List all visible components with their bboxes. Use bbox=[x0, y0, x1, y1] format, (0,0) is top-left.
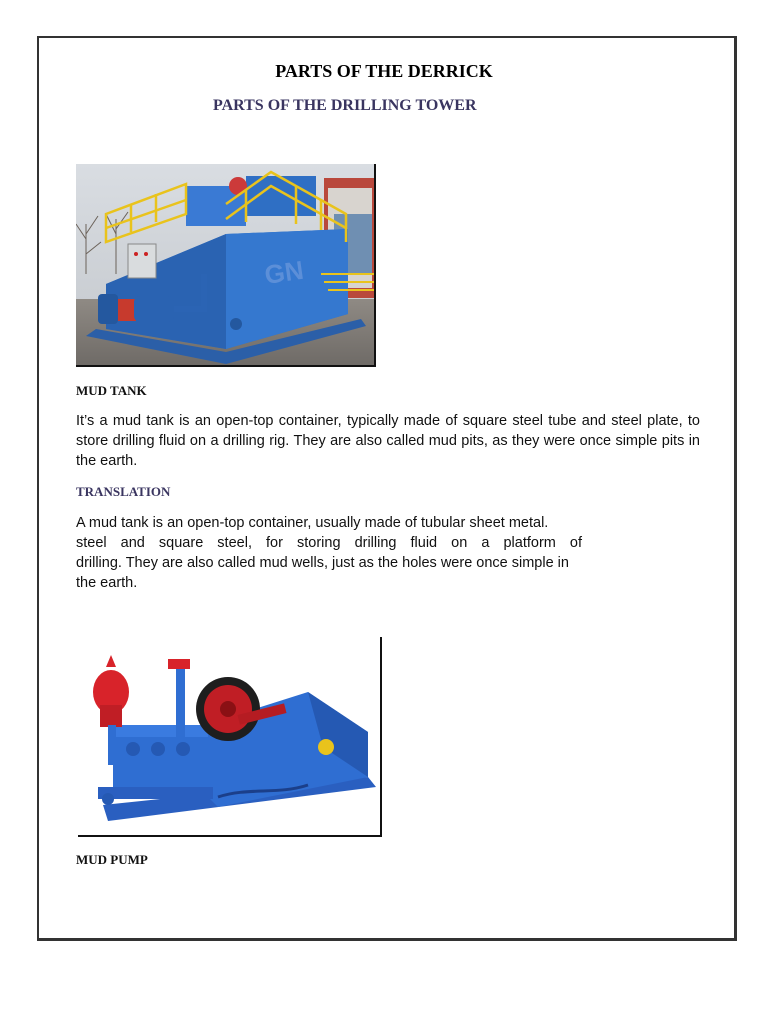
translation-heading: TRANSLATION bbox=[76, 484, 171, 499]
translation-line: A mud tank is an open-top container, usually made of tubular sheet metal. bbox=[76, 515, 549, 531]
translation-text bbox=[76, 513, 582, 593]
svg-text:GN: GN bbox=[262, 254, 306, 290]
mud-pump-image bbox=[78, 637, 382, 837]
mud-pump-label: MUD PUMP bbox=[76, 852, 148, 867]
translation-line: steel and square steel, for storing drilling fluid on a platform of bbox=[76, 535, 582, 551]
page-subtitle: PARTS OF THE DRILLING TOWER bbox=[213, 97, 477, 114]
translation-line: the earth. bbox=[76, 575, 138, 591]
page-title: PARTS OF THE DERRICK bbox=[275, 61, 493, 81]
mud-tank-label: MUD TANK bbox=[76, 383, 147, 398]
mud-tank-description: It’s a mud tank is an open-top container, typically made of square steel tube and steel plate, to store drilling fluid on a drilling rig. They are also called mud pits, as they were once simple pits in the earth. bbox=[76, 413, 700, 469]
translation-line: drilling. They are also called mud wells, just as the holes were once simple in bbox=[76, 555, 569, 571]
mud-tank-image bbox=[76, 164, 376, 367]
